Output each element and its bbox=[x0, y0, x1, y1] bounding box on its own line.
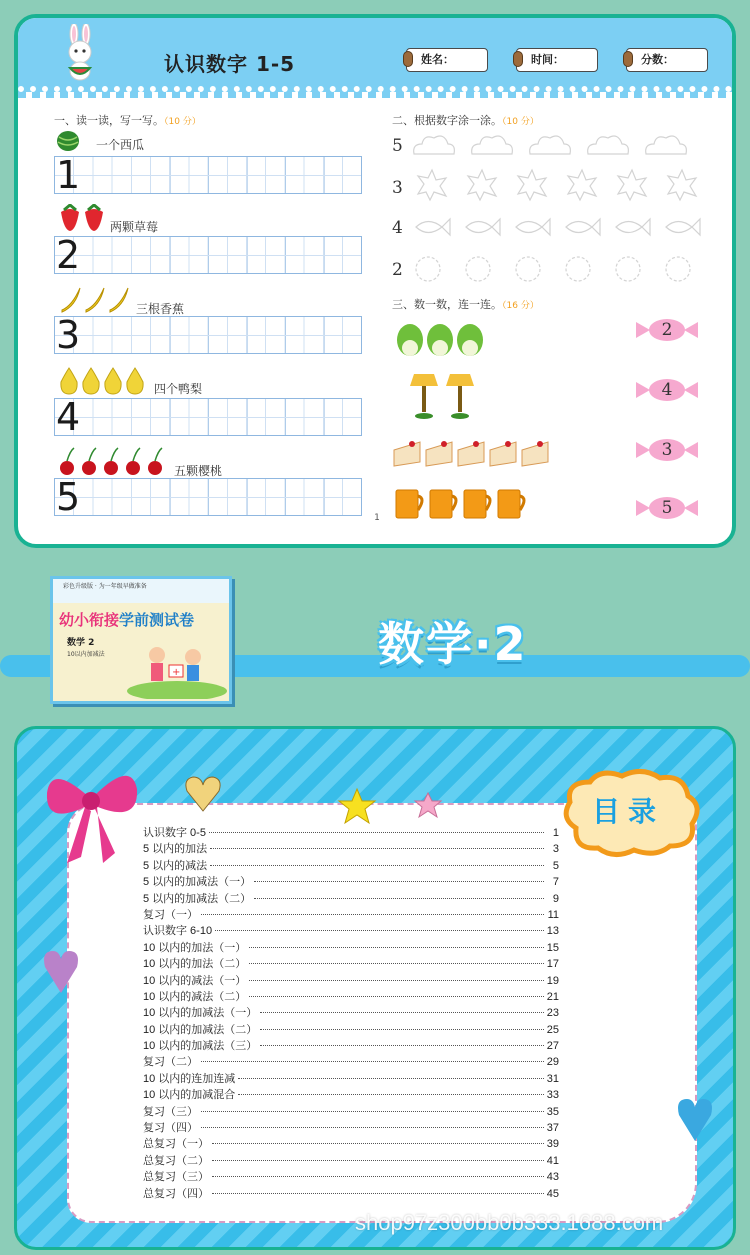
toc-leader-dots bbox=[260, 1045, 543, 1046]
worksheet-card bbox=[14, 14, 736, 548]
toc-leader-dots bbox=[212, 1143, 544, 1144]
row-5-label: 五颗樱桃 bbox=[174, 464, 223, 478]
pin-icon bbox=[623, 51, 633, 67]
row-1-label: 一个西瓜 bbox=[96, 138, 145, 152]
row-4-label: 四个鸭梨 bbox=[154, 382, 203, 396]
writing-grid-2[interactable] bbox=[54, 233, 362, 277]
score-field[interactable] bbox=[626, 48, 708, 72]
writing-grid-5[interactable] bbox=[54, 475, 362, 519]
toc-leader-dots bbox=[212, 1193, 544, 1194]
toc-entry-title: 10 以内的加法（二） bbox=[143, 958, 247, 971]
toc-heading: 目录 bbox=[592, 795, 665, 828]
toc-entry-page: 31 bbox=[546, 1072, 559, 1085]
toc-leader-dots bbox=[201, 1111, 544, 1112]
color-row-3-number: 4 bbox=[392, 218, 403, 238]
bunny-mascot-icon bbox=[60, 24, 100, 82]
color-row-4-number: 2 bbox=[392, 260, 403, 280]
toc-entry-title: 认识数字 0-5 bbox=[143, 827, 206, 839]
volume-label: 数学·2 bbox=[378, 617, 528, 671]
toc-entry-page: 25 bbox=[546, 1023, 559, 1036]
cabbage-icon bbox=[394, 318, 494, 358]
toc-leader-dots bbox=[238, 1094, 543, 1095]
row-1-digit: 1 bbox=[56, 153, 81, 197]
toc-entry[interactable] bbox=[143, 955, 559, 971]
pear-icon bbox=[58, 364, 150, 396]
toc-leader-dots bbox=[212, 1176, 544, 1177]
toc-leader-dots bbox=[249, 963, 543, 964]
toc-entry[interactable] bbox=[143, 1004, 559, 1020]
toc-leader-dots bbox=[238, 1078, 543, 1079]
toc-entry[interactable] bbox=[143, 988, 559, 1004]
toc-leader-dots bbox=[201, 1127, 544, 1128]
fish-outline-icon[interactable] bbox=[412, 214, 712, 240]
candy-number-3: 3 bbox=[661, 440, 673, 460]
toc-entry-title: 10 以内的连加连减 bbox=[143, 1072, 236, 1085]
purple-heart-icon bbox=[43, 937, 79, 997]
toc-entry[interactable] bbox=[143, 1086, 559, 1102]
toc-entry-page: 29 bbox=[546, 1056, 559, 1069]
toc-entry[interactable] bbox=[143, 906, 559, 922]
toc-entry-page: 9 bbox=[552, 892, 559, 905]
writing-grid-1[interactable] bbox=[54, 153, 362, 197]
time-field-label: 时间： bbox=[531, 53, 564, 66]
toc-entry-page: 37 bbox=[546, 1122, 559, 1135]
toc-entry-title: 5 以内的减法 bbox=[143, 859, 208, 872]
toc-entry[interactable] bbox=[143, 824, 559, 840]
toc-entry[interactable] bbox=[143, 1168, 559, 1184]
toc-entry[interactable] bbox=[143, 1103, 559, 1119]
toc-entry-page: 13 bbox=[546, 925, 559, 938]
book-title bbox=[59, 609, 194, 630]
row-2-label: 两颗草莓 bbox=[110, 220, 159, 234]
section-3-title-text: 三、数一数，连一连。 bbox=[392, 298, 502, 311]
strawberry-icon bbox=[58, 204, 108, 232]
watermelon-icon bbox=[56, 130, 80, 152]
toc-entry-title: 总复习（一） bbox=[143, 1138, 209, 1151]
banana-icon bbox=[58, 284, 132, 314]
toc-entry-page: 11 bbox=[547, 908, 559, 921]
bow-icon bbox=[41, 753, 141, 873]
kids-illustration-icon bbox=[127, 635, 227, 699]
toc-entry-page: 15 bbox=[546, 941, 559, 954]
toc-entry[interactable] bbox=[143, 873, 559, 889]
toc-leader-dots bbox=[210, 865, 544, 866]
book-title-part-b: 学前测试卷 bbox=[119, 611, 195, 629]
toc-leader-dots bbox=[249, 947, 543, 948]
toc-entry[interactable] bbox=[143, 1185, 559, 1201]
row-5-digit: 5 bbox=[56, 475, 81, 519]
toc-list bbox=[143, 824, 559, 1201]
cherry-icon bbox=[58, 446, 168, 476]
toc-entry-title: 总复习（二） bbox=[143, 1154, 209, 1167]
toc-entry[interactable] bbox=[143, 939, 559, 955]
pin-icon bbox=[403, 51, 413, 67]
cloud-outline-icon[interactable] bbox=[410, 130, 710, 160]
heart-icon bbox=[183, 773, 223, 813]
pin-icon bbox=[513, 51, 523, 67]
toc-entry[interactable] bbox=[143, 972, 559, 988]
toc-entry[interactable] bbox=[143, 1037, 559, 1053]
toc-leader-dots bbox=[249, 996, 543, 997]
toc-leader-dots bbox=[210, 848, 544, 849]
toc-entry-page: 41 bbox=[546, 1154, 559, 1167]
page-number: 1 bbox=[374, 513, 380, 523]
lamp-icon bbox=[410, 372, 490, 420]
toc-entry-title: 10 以内的加减混合 bbox=[143, 1089, 236, 1102]
toc-entry-title: 10 以内的减法（一） bbox=[143, 974, 247, 987]
section-3-title bbox=[392, 296, 539, 312]
toc-entry-page: 1 bbox=[552, 827, 559, 839]
toc-entry-title: 5 以内的加法 bbox=[143, 843, 208, 856]
toc-entry-page: 23 bbox=[546, 1007, 559, 1020]
color-row-1-number: 5 bbox=[392, 136, 403, 156]
toc-entry-title: 总复习（四） bbox=[143, 1187, 209, 1200]
circle-outline-icon[interactable] bbox=[414, 254, 714, 284]
toc-entry[interactable] bbox=[143, 1021, 559, 1037]
toc-entry[interactable] bbox=[143, 1135, 559, 1151]
toc-entry-title: 认识数字 6-10 bbox=[143, 925, 213, 938]
toc-entry[interactable] bbox=[143, 1053, 559, 1069]
toc-entry[interactable] bbox=[143, 1119, 559, 1135]
toc-entry-title: 复习（四） bbox=[143, 1122, 198, 1135]
toc-entry[interactable] bbox=[143, 922, 559, 938]
toc-entry-title: 10 以内的加法（一） bbox=[143, 941, 247, 954]
toc-leader-dots bbox=[249, 980, 543, 981]
toc-leader-dots bbox=[201, 1061, 544, 1062]
cake-icon bbox=[392, 436, 552, 470]
toc-entry-title: 复习（三） bbox=[143, 1105, 198, 1118]
book-subject: 数学 2 bbox=[67, 638, 95, 648]
section-2-points: （10 分） bbox=[502, 117, 539, 127]
row-3-digit: 3 bbox=[56, 313, 81, 357]
toc-entry[interactable] bbox=[143, 840, 559, 856]
star-icon bbox=[337, 787, 377, 825]
score-field-label: 分数： bbox=[641, 53, 674, 66]
toc-entry[interactable] bbox=[143, 1152, 559, 1168]
toc-entry-page: 33 bbox=[546, 1089, 559, 1102]
time-field[interactable] bbox=[516, 48, 598, 72]
toc-entry-title: 10 以内的加减法（三） bbox=[143, 1040, 258, 1053]
toc-leader-dots bbox=[260, 1012, 543, 1013]
candy-number-4: 5 bbox=[661, 498, 673, 518]
toc-entry-page: 45 bbox=[546, 1187, 559, 1200]
toc-entry[interactable] bbox=[143, 890, 559, 906]
toc-entry-page: 19 bbox=[546, 974, 559, 987]
writing-grid-4[interactable] bbox=[54, 395, 362, 439]
toc-entry-title: 总复习（三） bbox=[143, 1171, 209, 1184]
row-3-label: 三根香蕉 bbox=[136, 302, 185, 316]
toc-leader-dots bbox=[254, 881, 544, 882]
section-1-title-text: 一、读一读，写一写。 bbox=[54, 114, 164, 127]
book-cover bbox=[50, 576, 232, 704]
section-2-title-text: 二、根据数字涂一涂。 bbox=[392, 114, 502, 127]
toc-entry-page: 5 bbox=[552, 859, 559, 872]
color-row-2-number: 3 bbox=[392, 178, 403, 198]
worksheet-header bbox=[18, 18, 732, 92]
toc-entry-title: 5 以内的加减法（一） bbox=[143, 876, 252, 889]
svg-text:+: + bbox=[172, 667, 181, 678]
row-4-digit: 4 bbox=[56, 395, 81, 439]
toc-leader-dots bbox=[260, 1029, 543, 1030]
toc-leader-dots bbox=[215, 930, 544, 931]
toc-entry-page: 21 bbox=[546, 990, 559, 1003]
toc-entry-title: 10 以内的加减法（二） bbox=[143, 1023, 258, 1036]
toc-entry-page: 17 bbox=[546, 958, 559, 971]
toc-entry-title: 10 以内的加减法（一） bbox=[143, 1007, 258, 1020]
toc-entry-title: 5 以内的加减法（二） bbox=[143, 892, 252, 905]
blue-heart-icon bbox=[677, 1085, 717, 1145]
row-2-digit: 2 bbox=[56, 233, 81, 277]
book-title-part-a: 幼小衔接 bbox=[59, 611, 120, 629]
toc-entry-page: 7 bbox=[552, 876, 559, 889]
pink-star-icon bbox=[413, 791, 443, 819]
book-subtitle: 10以内加减法 bbox=[67, 651, 105, 658]
toc-entry[interactable] bbox=[143, 857, 559, 873]
toc-entry-page: 43 bbox=[546, 1171, 559, 1184]
name-field-label: 姓名： bbox=[421, 53, 454, 66]
toc-entry-title: 10 以内的减法（二） bbox=[143, 990, 247, 1003]
toc-entry-page: 27 bbox=[546, 1040, 559, 1053]
book-top-text: 彩色升级版 · 为一年级早做准备 bbox=[53, 579, 229, 603]
toc-entry-page: 3 bbox=[552, 843, 559, 856]
toc-leader-dots bbox=[254, 898, 544, 899]
toc-leader-dots bbox=[212, 1160, 544, 1161]
name-field[interactable] bbox=[406, 48, 488, 72]
section-1-title bbox=[54, 112, 201, 128]
section-1-points: （10 分） bbox=[164, 117, 201, 127]
toc-entry-title: 复习（二） bbox=[143, 1056, 198, 1069]
section-3-points: （16 分） bbox=[502, 301, 539, 311]
cup-icon bbox=[394, 488, 534, 522]
writing-grid-3[interactable] bbox=[54, 313, 362, 357]
toc-leader-dots bbox=[201, 914, 544, 915]
leaf-outline-icon[interactable] bbox=[416, 168, 716, 202]
candy-number-1: 2 bbox=[661, 320, 673, 340]
toc-entry-page: 35 bbox=[546, 1105, 559, 1118]
toc-entry-title: 复习（一） bbox=[143, 908, 198, 921]
candy-number-2: 4 bbox=[661, 380, 673, 400]
shop-watermark: shop97z300bb0b333.1688.com bbox=[355, 1210, 664, 1235]
toc-entry[interactable] bbox=[143, 1070, 559, 1086]
toc-entry-page: 39 bbox=[546, 1138, 559, 1151]
section-2-title bbox=[392, 112, 539, 128]
toc-leader-dots bbox=[209, 832, 544, 833]
worksheet-title: 认识数字 1-5 bbox=[164, 52, 296, 76]
